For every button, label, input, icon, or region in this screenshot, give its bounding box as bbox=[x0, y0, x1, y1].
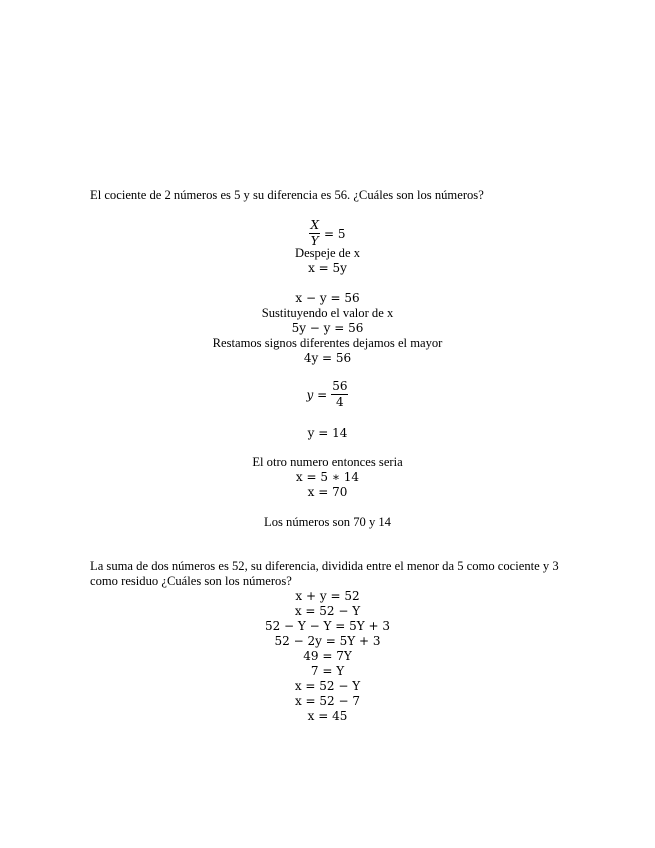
equation-5y-minus-y: 5y − y = 56 bbox=[291, 321, 364, 335]
fraction-rhs: = 5 bbox=[324, 226, 346, 241]
fraction-56-4 bbox=[331, 380, 348, 409]
equation-y-14: y = 14 bbox=[307, 426, 348, 440]
equation-x-5-times-14: x = 5 ∗ 14 bbox=[295, 470, 360, 484]
step-6: 7 = Y bbox=[310, 664, 345, 678]
fraction-lhs: y = bbox=[306, 387, 328, 402]
conclusion-problem-1: Los números son 70 y 14 bbox=[264, 515, 391, 529]
equation-x-minus-y: x − y = 56 bbox=[295, 291, 360, 305]
step-8: x = 52 − 7 bbox=[294, 694, 361, 708]
equation-x-70: x = 70 bbox=[307, 485, 348, 499]
step-9: x = 45 bbox=[307, 709, 348, 723]
label-otro-numero: El otro numero entonces seria bbox=[252, 455, 403, 469]
step-1: x + y = 52 bbox=[295, 589, 360, 603]
fraction-y-56-over-4 bbox=[0, 380, 655, 409]
step-4: 52 − 2y = 5Y + 3 bbox=[274, 634, 381, 648]
problem-1-statement: El cociente de 2 números es 5 y su diferencia es 56. ¿Cuáles son los números? bbox=[90, 188, 484, 202]
fraction-denominator: Y bbox=[310, 234, 319, 248]
step-5: 49 = 7Y bbox=[303, 649, 352, 663]
label-restamos: Restamos signos diferentes dejamos el mayor bbox=[212, 336, 443, 350]
equation-x-5y: x = 5y bbox=[308, 261, 347, 275]
problem-2-statement: La suma de dos números es 52, su diferencia, dividida entre el menor da 5 como cociente y 3 como residuo ¿Cuáles son los números? bbox=[90, 559, 559, 588]
step-7: x = 52 − Y bbox=[294, 679, 361, 693]
fraction-numerator: 56 bbox=[332, 379, 348, 393]
label-despeje: Despeje de x bbox=[294, 246, 361, 260]
step-2: x = 52 − Y bbox=[294, 604, 361, 618]
fraction-denominator: 4 bbox=[336, 395, 344, 409]
label-sustituyendo: Sustituyendo el valor de x bbox=[261, 306, 394, 320]
equation-4y: 4y = 56 bbox=[303, 351, 352, 365]
fraction-x-over-y bbox=[0, 216, 655, 248]
fraction-x-y bbox=[309, 219, 320, 248]
step-3: 52 − Y − Y = 5Y + 3 bbox=[264, 619, 391, 633]
fraction-numerator: X bbox=[310, 218, 320, 232]
